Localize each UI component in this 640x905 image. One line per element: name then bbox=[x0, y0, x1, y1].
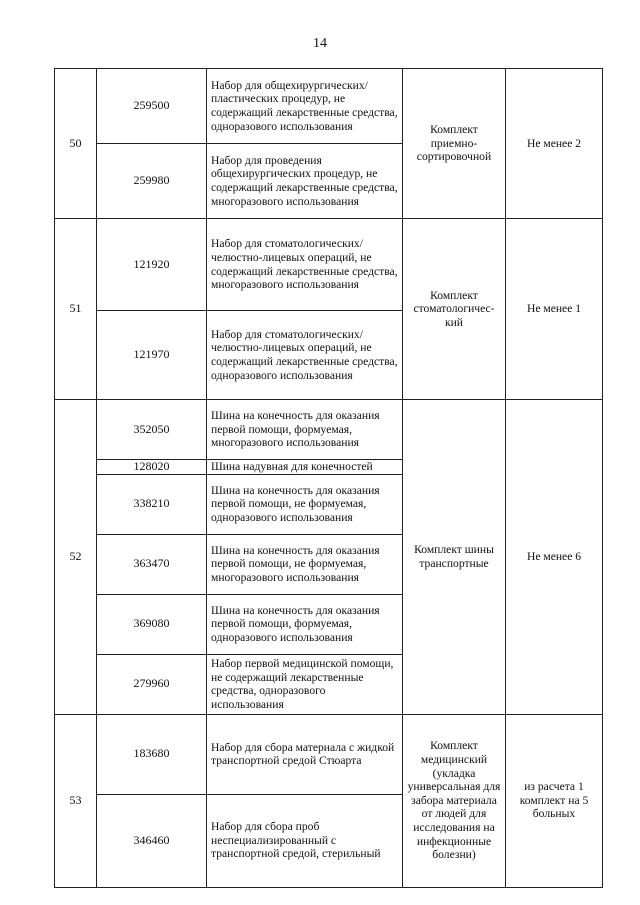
row-number: 50 bbox=[55, 69, 97, 219]
item-name: Шина надувная для конечностей bbox=[207, 460, 403, 475]
item-code: 346460 bbox=[97, 794, 207, 887]
equipment-table bbox=[54, 68, 603, 888]
page-number: 14 bbox=[313, 36, 327, 51]
item-name: Набор для сбора материала с жидкой транспортной средой Стюарта bbox=[207, 714, 403, 794]
item-name: Набор для проведения общехирургических процедур, не содержащий лекарственные средства, многоразового использования bbox=[207, 144, 403, 219]
item-code: 259500 bbox=[97, 69, 207, 144]
kit-quantity: Не менее 1 bbox=[506, 219, 603, 400]
item-code: 121920 bbox=[97, 219, 207, 311]
item-name: Набор первой медицинской помощи, не содержащий лекарственные средства, одноразового использования bbox=[207, 654, 403, 714]
item-code: 369080 bbox=[97, 594, 207, 654]
kit-name: Комплект медицинский (укладка универсальная для забора материала от людей для исследования на инфекционные болезни) bbox=[403, 714, 506, 887]
kit-name: Комплект стоматологичес-кий bbox=[403, 219, 506, 400]
item-code: 259980 bbox=[97, 144, 207, 219]
item-name: Набор для стоматологических/челюстно-лицевых операций, не содержащий лекарственные средства, многоразового использования bbox=[207, 219, 403, 311]
item-code: 363470 bbox=[97, 534, 207, 594]
kit-name: Комплект шины транспортные bbox=[403, 400, 506, 715]
item-name: Шина на конечность для оказания первой помощи, не формуемая, одноразового использования bbox=[207, 474, 403, 534]
kit-name: Комплект приемно-сортировочной bbox=[403, 69, 506, 219]
item-name: Шина на конечность для оказания первой помощи, формуемая, многоразового использования bbox=[207, 400, 403, 460]
kit-quantity: из расчета 1 комплект на 5 больных bbox=[506, 714, 603, 887]
item-name: Набор для общехирургических/пластических процедур, не содержащий лекарственные средства, одноразового использования bbox=[207, 69, 403, 144]
row-number: 51 bbox=[55, 219, 97, 400]
item-name: Набор для сбора проб неспециализированный с транспортной средой, стерильный bbox=[207, 794, 403, 887]
kit-quantity: Не менее 6 bbox=[506, 400, 603, 715]
table-row bbox=[55, 714, 603, 794]
item-code: 352050 bbox=[97, 400, 207, 460]
row-number: 52 bbox=[55, 400, 97, 715]
table-row bbox=[55, 219, 603, 311]
row-number: 53 bbox=[55, 714, 97, 887]
item-code: 338210 bbox=[97, 474, 207, 534]
item-code: 279960 bbox=[97, 654, 207, 714]
item-name: Шина на конечность для оказания первой помощи, формуемая, одноразового использования bbox=[207, 594, 403, 654]
table-row bbox=[55, 69, 603, 144]
kit-quantity: Не менее 2 bbox=[506, 69, 603, 219]
table-row bbox=[55, 400, 603, 460]
item-name: Набор для стоматологических/челюстно-лицевых операций, не содержащий лекарственные средства, одноразового использования bbox=[207, 311, 403, 400]
item-code: 128020 bbox=[97, 460, 207, 475]
item-code: 183680 bbox=[97, 714, 207, 794]
item-code: 121970 bbox=[97, 311, 207, 400]
item-name: Шина на конечность для оказания первой помощи, не формуемая, многоразового использования bbox=[207, 534, 403, 594]
